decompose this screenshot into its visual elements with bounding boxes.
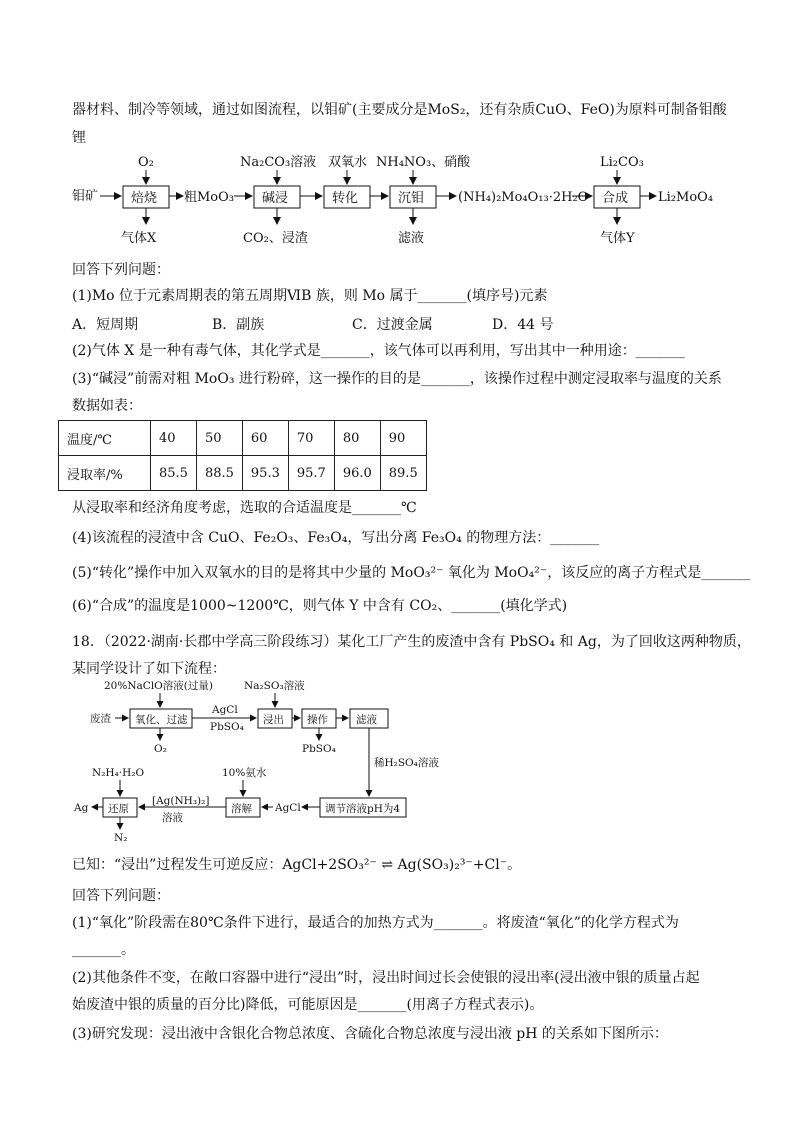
flow1-product-li2moo4: Li₂MoO₄: [658, 190, 714, 205]
flow1-input-h2o2: 双氧水: [328, 155, 368, 170]
flow2-box-adjust-ph-label: 调节溶液pH为4: [325, 803, 401, 815]
flow1-output-gas-y: 气体Y: [600, 231, 635, 246]
flow2-reagent-na2so3: Na₂SO₃溶液: [244, 680, 305, 692]
flow2-output-n2: N₂: [114, 832, 128, 844]
flow2-box-filtrate-label: 滤液: [356, 714, 377, 726]
flow1-input-o2: O₂: [138, 155, 154, 170]
flow2-output-pbso4: PbSO₄: [302, 743, 336, 755]
flow2-reagent-hydrazine: N₂H₄·H₂O: [92, 767, 145, 779]
q17-option-d: D．44 号: [492, 317, 554, 333]
q17-options: [72, 314, 554, 334]
leach-rate-table: [58, 420, 427, 491]
q17-question-3b: 数据如表：: [72, 398, 142, 414]
flow2-start-waste: 废渣: [90, 713, 111, 725]
flow1-box-precipitate-label: 沉钼: [398, 191, 425, 206]
table-header-temperature: 温度/℃: [59, 421, 151, 456]
q18-question-2b: 始废渣中银的质量的百分比)降低，可能原因是_______(用离子方程式表示)。: [72, 997, 544, 1013]
table-cell: 95.3: [242, 456, 288, 491]
flow1-ammonium-molybdate: (NH₄)₂Mo₄O₁₃·2H₂O: [458, 190, 589, 205]
q17-option-b: B．副族: [212, 317, 265, 333]
flow1-input-na2co3: Na₂CO₃溶液: [240, 155, 317, 170]
silver-recovery-flow-diagram: [0, 676, 800, 846]
flow2-product-agcl: AgCl: [212, 704, 238, 716]
q17-question-3c: 从浸取率和经济角度考虑，选取的合适温度是_______℃: [72, 500, 417, 516]
q18-question-1b: _______。: [72, 942, 135, 958]
flow1-start: 钼矿: [72, 189, 99, 204]
table-cell: 96.0: [334, 456, 380, 491]
q17-question-3a: (3)“碱浸”前需对粗 MoO₃ 进行粉碎，这一操作的目的是_______，该操作过程中测定浸取率与温度的关系: [72, 371, 722, 387]
flow1-output-filtrate: 滤液: [398, 231, 425, 246]
q17-prompt: 回答下列问题：: [72, 262, 170, 278]
flow2-complex-line1: [Ag(NH₃)₂]: [152, 795, 210, 807]
flow2-box-dissolve-label: 溶解: [231, 803, 252, 815]
table-header-leach-rate: 浸取率/%: [59, 456, 151, 491]
table-cell: 60: [242, 421, 288, 456]
table-cell: 80: [334, 421, 380, 456]
table-cell: 90: [380, 421, 426, 456]
table-cell: 50: [196, 421, 242, 456]
table-cell: 40: [151, 421, 197, 456]
q18-question-3: (3)研究发现：浸出液中含银化合物总浓度、含硫化合物总浓度与浸出液 pH 的关系如下图所示：: [72, 1026, 668, 1042]
table-cell: 89.5: [380, 456, 426, 491]
flow2-reagent-ammonia: 10%氨水: [222, 767, 267, 779]
flow2-box-reduce-label: 还原: [108, 803, 129, 815]
q18-known-reaction: 已知：“浸出”过程发生可逆反应：AgCl+2SO₃²⁻ ⇌ Ag(SO₃)₂³⁻+Cl⁻。: [72, 857, 522, 873]
flow1-input-li2co3: Li₂CO₃: [600, 155, 644, 170]
flow1-box-roast-label: 焙烧: [131, 191, 158, 206]
q18-heading-2: 某同学设计了如下流程：: [72, 661, 226, 677]
table-row: [59, 421, 427, 456]
flow2-reagent-h2so4: 稀H₂SO₄溶液: [374, 757, 439, 769]
q17-option-a: A．短周期: [72, 317, 139, 333]
flow2-box-oxidize-filter-label: 氧化、过滤: [135, 714, 188, 726]
flow1-box-convert-label: 转化: [332, 191, 359, 206]
table-cell: 85.5: [151, 456, 197, 491]
flow1-box-alkali-leach-label: 碱浸: [262, 191, 289, 206]
flow2-complex-line2: 溶液: [162, 812, 183, 824]
flow2-output-o2: O₂: [154, 743, 167, 755]
table-cell: 88.5: [196, 456, 242, 491]
flow1-input-nh4no3: NH₄NO₃、硝酸: [376, 155, 471, 170]
flow2-product-pbso4: PbSO₄: [210, 721, 244, 733]
flow1-output-gas-x: 气体X: [121, 231, 157, 246]
molybdenum-flow-diagram: [0, 150, 800, 250]
intro-line-1: 器材料、制冷等领域，通过如图流程，以钼矿(主要成分是MoS₂，还有杂质CuO、FeO)为原料可制备钼酸: [72, 102, 727, 118]
table-row: [59, 456, 427, 491]
q17-option-c: C．过渡金属: [352, 317, 433, 333]
q17-question-6: (6)“合成”的温度是1000~1200℃，则气体 Y 中含有 CO₂、_______(填化学式): [72, 598, 568, 614]
intro-line-2: 锂: [72, 130, 86, 146]
flow2-agcl: AgCl: [275, 802, 301, 814]
flow2-box-leach-label: 浸出: [263, 714, 284, 726]
flow1-box-synthesis-label: 合成: [602, 191, 629, 206]
q18-prompt: 回答下列问题：: [72, 888, 170, 904]
q17-question-4: (4)该流程的浸渣中含 CuO、Fe₂O₃、Fe₃O₄，写出分离 Fe₃O₄ 的物理方法：_______: [72, 530, 600, 546]
q18-question-1a: (1)“氧化”阶段需在80℃条件下进行，最适合的加热方式为_______。将废渣“氧化”的化学方程式为: [72, 915, 679, 931]
q17-question-5: (5)“转化”操作中加入双氧水的目的是将其中少量的 MoO₃²⁻ 氧化为 MoO₄²⁻，该反应的离子方程式是_______: [72, 565, 751, 581]
flow1-crude-moo3: 粗MoO₃: [184, 190, 235, 205]
flow2-box-operation-label: 操作: [307, 714, 328, 726]
q18-heading-1: 18．（2022·湖南·长郡中学高三阶段练习）某化工厂产生的废渣中含有 PbSO₄ 和 Ag，为了回收这两种物质，: [72, 634, 751, 650]
flow2-reagent-naclo: 20%NaClO溶液(过量): [104, 680, 213, 692]
table-cell: 70: [288, 421, 334, 456]
flow2-product-ag: Ag: [74, 802, 89, 814]
table-cell: 95.7: [288, 456, 334, 491]
q17-question-1: (1)Mo 位于元素周期表的第五周期ⅥB 族，则 Mo 属于_______(填序号)元素: [72, 288, 548, 304]
flow1-output-co2-residue: CO₂、浸渣: [243, 231, 308, 246]
q18-question-2a: (2)其他条件不变，在敞口容器中进行“浸出”时，浸出时间过长会使银的浸出率(浸出液中银的质量占起: [72, 970, 700, 986]
q17-question-2: (2)气体 X 是一种有毒气体，其化学式是_______，该气体可以再利用，写出其中一种用途：_______: [72, 343, 685, 359]
